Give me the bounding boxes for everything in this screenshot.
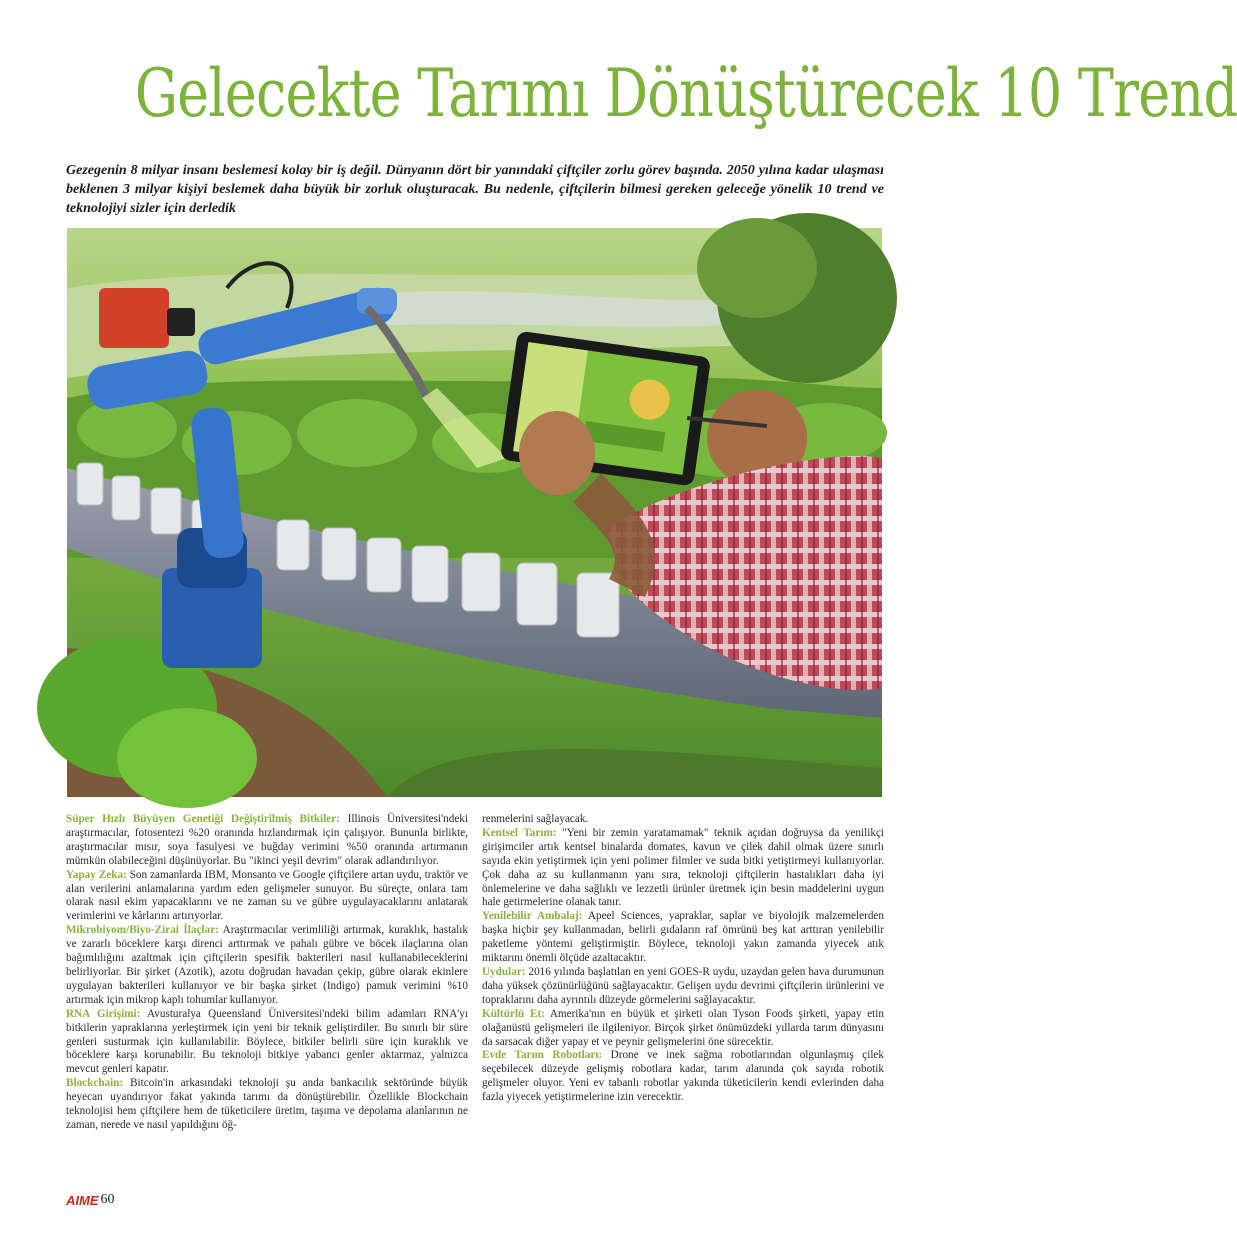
page-footer bbox=[66, 1190, 115, 1210]
trend-heading: Blockchain: bbox=[66, 1077, 124, 1090]
trend-text: Apeel Sciences, yapraklar, saplar ve biyolojik malzemelerden başka hiçbir şey kullanmadan, belirli gıdaların raf ömrünü beş kat arttıran yenilebilir paketleme yöntemi geliştirmiştir. Böylece, teknoloji yakın zamanda yiyecek atık miktarını önemli ölçüde azaltacaktır. bbox=[482, 910, 884, 965]
trend-text: "Yeni bir zemin yaratamamak" teknik açıdan doğruysa da yenilikçi girişimciler artık kentsel binalarda domates, kavun ve çilek dahil olmak üzere sınırlı sayıda ekin yetiştirmek için yeni polimer filmler ve suda bitki yetiştirmeyi kullanıyorlar. Çok daha az su kullanmanın yanı sıra, teknoloji çiftçilerin hastalıkları daha iyi önlemelerine ve daha sağlıklı ve lezzetli ürünler üretmek için besin maddelerini uygun hale getirmelerine olanak tanır. bbox=[482, 826, 884, 909]
trend-paragraph bbox=[482, 1049, 884, 1105]
trend-heading: Evde Tarım Robotları: bbox=[482, 1049, 603, 1062]
continued-text: renmelerini sağlayacak. bbox=[482, 813, 589, 825]
trend-heading: RNA Girişimi: bbox=[66, 1007, 141, 1020]
trend-paragraph bbox=[66, 924, 468, 1007]
trend-paragraph bbox=[482, 910, 884, 966]
left-column bbox=[66, 813, 468, 1133]
trend-text: Son zamanlarda IBM, Monsanto ve Google çiftçilere artan uydu, traktör ve alan verilerini anlamalarına yardım eden gelişmeler sunuyor. Bu süreçte, onlara tam olarak nasıl ekim yapacaklarını ve ne zaman su ve gübre uygulayacaklarını anlatarak verimlerini ve kârlarını artırıyorlar. bbox=[66, 868, 468, 923]
trend-heading: Yenilebilir Ambalaj: bbox=[482, 910, 583, 923]
trend-text: Amerika'nın en büyük et şirketi olan Tyson Foods şirketi, yapay etin olağanüstü gelişmeleri ile ilgileniyor. Birçok şirket önümüzdeki yıllarda tarım dünyasını da sarsacak diğer yapay et ve peynir gelişmelerini öne sürecektir. bbox=[482, 1007, 884, 1048]
page-title: Gelecekte Tarımı Dönüştürecek 10 Trend bbox=[134, 55, 1237, 132]
trend-text: 2016 yılında başlatılan en yeni GOES-R uydu, uzaydan gelen hava durumunun daha yüksek çözünürlüğünü sağlayacaktır. Gelişen uydu devrimi çiftçilerin ürünlerini ve topraklarını daha ayrıntılı düzeyde görmelerini sağlayacaktır. bbox=[482, 965, 884, 1006]
trend-paragraph bbox=[482, 1008, 884, 1050]
trend-heading: Yapay Zeka: bbox=[66, 868, 127, 881]
trend-heading: Kültürlü Et: bbox=[482, 1007, 545, 1020]
trend-paragraph bbox=[66, 1077, 468, 1133]
trend-paragraph bbox=[482, 827, 884, 910]
trend-paragraph bbox=[66, 813, 468, 869]
trend-paragraph bbox=[482, 813, 884, 827]
magazine-logo: AIME bbox=[66, 1192, 99, 1208]
right-column bbox=[482, 813, 884, 1105]
trend-paragraph bbox=[482, 966, 884, 1008]
trend-text: Araştırmacılar verimliliği artırmak, kuraklık, hastalık ve zararlı böceklere karşı direnci arttırmak ve pahalı gübre ve böcek ilaçlarına olan bağımlılığını azaltmak için çiftçilerin spesifik bakterileri nasıl kullanabileceklerini belirliyorlar. Bir şirket (Azotik), azotu doğrudan havadan çekip, gübre olarak ekinlere uygulayan bakterileri kullanıyor ve bir başka şirket (Indigo) pamuk verimini %10 artırmak için mikrop kaplı tohumlar kullanıyor. bbox=[66, 924, 468, 1006]
page-number: 60 bbox=[100, 1192, 115, 1207]
trend-text: Drone ve inek sağma robotlarından olgunlaşmış çilek seçebilecek düzeyde gelişmiş robotlara kadar, tarım alanında çok sayıda robotik gelişmeler oluyor. Yeni ev tabanlı robotlar yakında tüketicilerin kendi evlerinden daha fazla yiyecek yetiştirmelerine izin verecektir. bbox=[482, 1049, 884, 1104]
trend-text: Bitcoin'in arkasındaki teknoloji şu anda bankacılık sektöründe büyük heyecan uyandırıyor fakat yakında tarımı da dönüştürebilir. Özellikle Blockchain teknolojisi hem çiftçilere hem de tüketicilere üretim, taşıma ve depolama alanlarının ne zaman, nerede ve nasıl yapıldığını öğ- bbox=[66, 1077, 468, 1131]
trend-heading: Kentsel Tarım: bbox=[482, 826, 557, 839]
hero-photo bbox=[67, 228, 882, 797]
trend-text: Avusturalya Queensland Üniversitesi'ndeki bilim adamları RNA'yı bitkilerin yapraklarına yerleştirmek için yeni bir teknik geliştirdiler. Bu sınırlı bir süre genleri susturmak için kullanılabilir. Böylece, bitkiler belirli süre için kuraklık ve böceklere karşı korunabilir. Bu teknoloji bitkiye yabancı genler aktarmaz, yalnızca mevcut genleri kapatır. bbox=[66, 1007, 469, 1076]
trend-text: Illinois Üniversitesi'ndeki araştırmacılar, fotosentezi %20 oranında hızlandırmak için çalışıyor. Bununla birlikte, araştırmacılar mısır, soya fasulyesi ve buğday verimini %50 oranında artırmanın mümkün olabileceğini düşünüyorlar. Bu "ikinci yeşil devrim" olarak adlandırılıyor. bbox=[66, 813, 468, 867]
trend-paragraph bbox=[66, 869, 468, 925]
trend-heading: Süper Hızlı Büyüyen Genetiği Değiştirilmiş Bitkiler: bbox=[66, 813, 340, 825]
trend-heading: Mikrobiyom/Biyo-Zirai İlaçlar: bbox=[66, 924, 219, 937]
intro-paragraph: Gezegenin 8 milyar insanı beslemesi kolay bir iş değil. Dünyanın dört bir yanındaki çiftçiler zorlu görev başında. 2050 yılına kadar ulaşması beklenen 3 milyar kişiyi beslemek daha büyük bir zorluk oluşturacak. Bu nedenle, çiftçilerin bilmesi gereken geleceğe yönelik 10 trend ve teknolojiyi sizler için derledik bbox=[66, 163, 884, 216]
trend-paragraph bbox=[66, 1008, 468, 1078]
trend-heading: Uydular: bbox=[482, 965, 526, 978]
